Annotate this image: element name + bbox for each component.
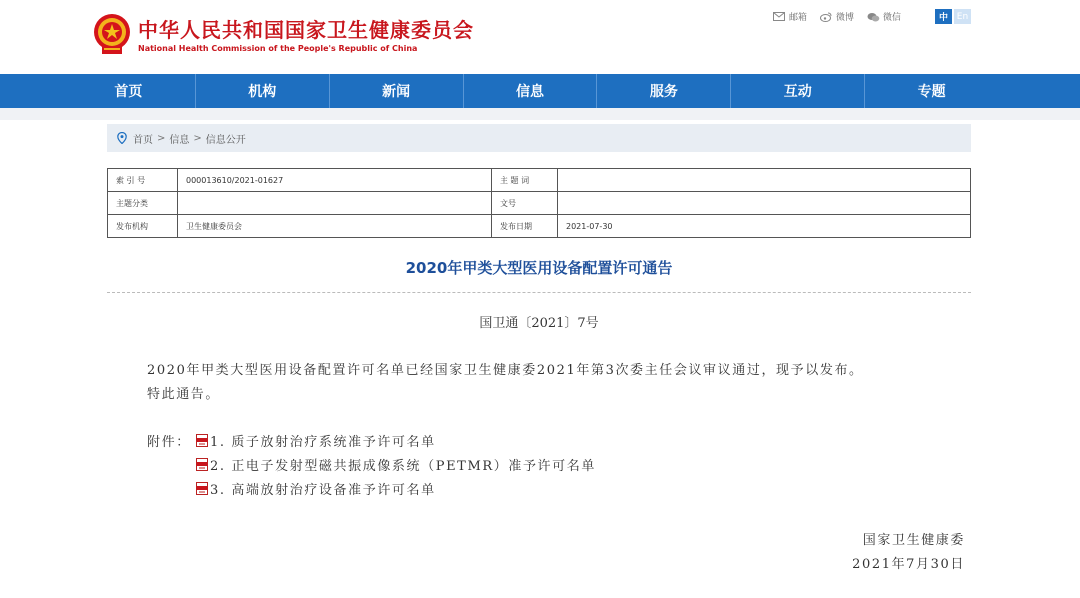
language-switch xyxy=(935,9,971,24)
breadcrumb-information[interactable]: 信息 xyxy=(169,134,190,146)
article-title: 2020年甲类大型医用设备配置许可通告 xyxy=(405,259,673,277)
nav-item-services[interactable]: 服务 xyxy=(597,74,731,108)
attachment-link-3[interactable] xyxy=(196,479,436,498)
location-pin-icon xyxy=(117,132,127,144)
subject-words-value xyxy=(558,169,971,192)
article-paragraph: 2020年甲类大型医用设备配置许可名单已经国家卫生健康委2021年第3次委主任会议审议通过，现予以发布。 xyxy=(147,363,864,378)
weibo-link-label: 微博 xyxy=(836,13,855,23)
table-row xyxy=(108,169,971,192)
nav-item-topics[interactable]: 专题 xyxy=(917,84,946,100)
national-emblem-icon[interactable] xyxy=(92,12,132,56)
article-paragraph: 特此通告。 xyxy=(147,387,221,402)
category-label: 主题分类 xyxy=(108,192,178,215)
table-row xyxy=(108,192,971,215)
nav-item-news[interactable]: 新闻 xyxy=(330,74,464,108)
nav-item-interaction[interactable]: 互动 xyxy=(731,74,865,108)
breadcrumb-separator: > xyxy=(157,132,166,144)
nav-item-organization[interactable]: 机构 xyxy=(196,74,330,108)
attachment-1-label: 1. 质子放射治疗系统准予许可名单 xyxy=(210,435,436,450)
nav-item-information[interactable]: 信息 xyxy=(464,74,598,108)
top-links xyxy=(772,10,913,23)
attachment-3-label: 3. 高端放射治疗设备准予许可名单 xyxy=(210,483,436,498)
wechat-icon xyxy=(866,12,880,22)
lang-zh-button[interactable]: 中 xyxy=(935,9,952,24)
site-subtitle: National Health Commission of the People's Republic of China xyxy=(138,44,418,53)
breadcrumb xyxy=(107,124,971,152)
pdf-file-icon xyxy=(196,458,208,471)
main-nav xyxy=(0,74,1080,108)
table-row xyxy=(108,215,971,238)
attachment-link-1[interactable] xyxy=(196,431,436,450)
mail-link-label: 邮箱 xyxy=(789,13,808,23)
index-number-label: 索 引 号 xyxy=(108,169,178,192)
attachment-2-label: 2. 正电子发射型磁共振成像系统（PETMR）准予许可名单 xyxy=(210,459,596,474)
document-info-table xyxy=(107,168,971,238)
document-number: 国卫通〔2021〕7号 xyxy=(479,316,599,331)
publish-date-label: 发布日期 xyxy=(492,215,558,238)
publisher-value: 卫生健康委员会 xyxy=(178,215,492,238)
document-number-value xyxy=(558,192,971,215)
attachments-label: 附件： xyxy=(147,435,191,450)
nav-subbar xyxy=(0,108,1080,120)
title-divider xyxy=(107,292,971,293)
lang-en-button[interactable]: En xyxy=(954,9,971,24)
breadcrumb-home[interactable]: 首页 xyxy=(133,134,153,146)
publish-date-value: 2021-07-30 xyxy=(558,215,971,238)
wechat-link[interactable] xyxy=(866,10,901,23)
site-title[interactable]: 中华人民共和国国家卫生健康委员会 xyxy=(138,18,474,42)
nav-item-home[interactable]: 首页 xyxy=(62,74,196,108)
breadcrumb-info-disclosure[interactable]: 信息公开 xyxy=(205,134,246,146)
document-number-label: 文号 xyxy=(492,192,558,215)
signature-date: 2021年7月30日 xyxy=(852,557,965,572)
breadcrumb-separator: > xyxy=(193,132,202,144)
pdf-file-icon xyxy=(196,434,208,447)
pdf-file-icon xyxy=(196,482,208,495)
weibo-link[interactable] xyxy=(819,10,854,23)
mail-link[interactable] xyxy=(772,10,807,23)
mail-icon xyxy=(772,12,786,22)
index-number-value: 000013610/2021-01627 xyxy=(178,169,492,192)
site-header xyxy=(0,0,1080,74)
subject-words-label: 主 题 词 xyxy=(492,169,558,192)
publisher-label: 发布机构 xyxy=(108,215,178,238)
category-value xyxy=(178,192,492,215)
signature-organization: 国家卫生健康委 xyxy=(862,533,965,548)
weibo-icon xyxy=(819,12,833,22)
wechat-link-label: 微信 xyxy=(883,13,902,23)
attachment-link-2[interactable] xyxy=(196,455,596,474)
